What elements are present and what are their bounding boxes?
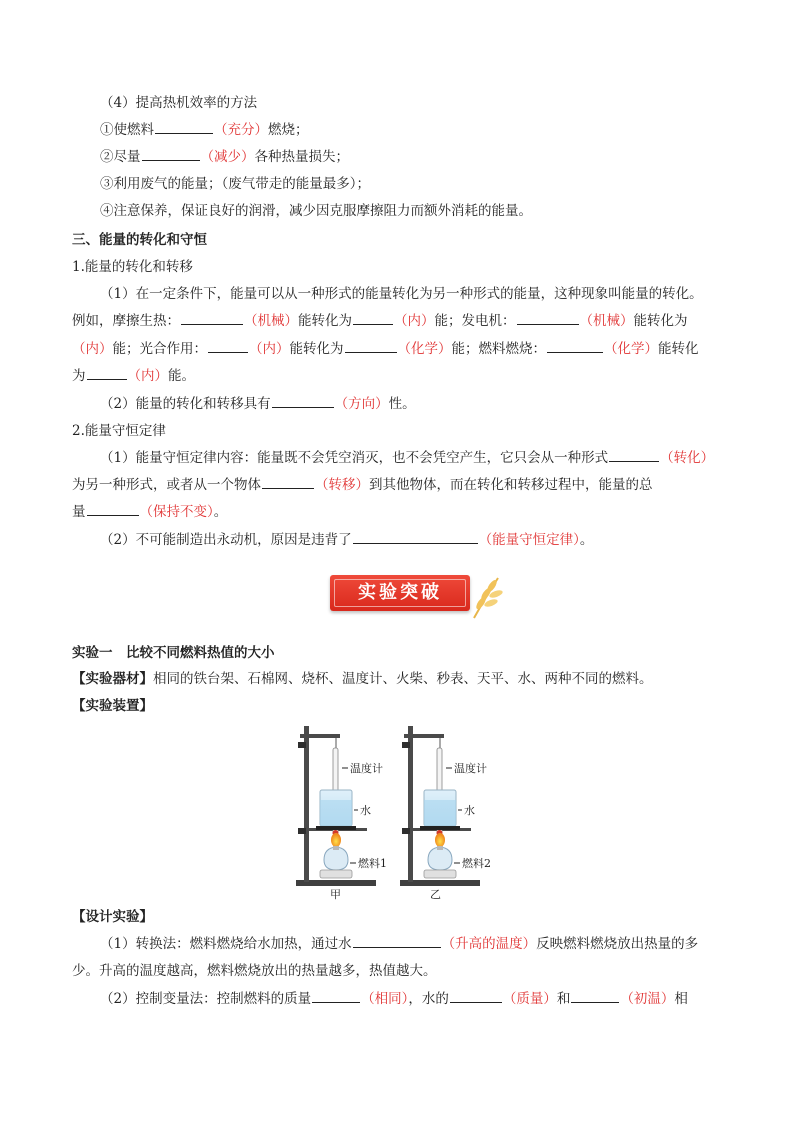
fill-blank	[262, 473, 314, 489]
method-item-2	[100, 144, 760, 171]
apparatus-right	[400, 726, 491, 900]
text: 为	[72, 368, 86, 384]
answer-text: （升高的温度）	[441, 936, 537, 952]
fill-blank	[517, 309, 579, 325]
answer-text: （减少）	[200, 149, 255, 165]
text: 能转化	[658, 341, 699, 357]
text: 能；光合作用：	[112, 341, 207, 357]
caption-jia: 甲	[330, 888, 341, 900]
answer-text: （机械）	[579, 313, 634, 329]
item-text: 燃烧；	[268, 122, 309, 138]
banner-title: 实验突破	[334, 579, 466, 607]
answer-text: （保持不变）	[139, 504, 214, 520]
text: （1）能量守恒定律内容：能量既不会凭空消灭，也不会凭空产生，它只会从一种形式	[100, 450, 609, 466]
fill-blank	[609, 446, 659, 462]
text: 和	[556, 991, 571, 1007]
fuel-label: 燃料1	[358, 857, 387, 870]
subsection-1-title: 1.能量的转化和转移	[72, 259, 193, 275]
text: 例如，摩擦生热：	[72, 313, 180, 329]
text: 。	[213, 504, 228, 520]
paragraph-transformation: （1）在一定条件下，能量可以从一种形式的能量转化为另一种形式的能量，这种现象叫能量的转化。	[100, 286, 703, 302]
answer-text: （内）	[72, 341, 113, 357]
item-text: ②尽量	[100, 149, 141, 165]
fill-blank	[353, 309, 393, 325]
text: 性。	[388, 396, 416, 412]
experiment-title: 实验一 比较不同燃料热值的大小	[72, 645, 275, 661]
caption-yi: 乙	[430, 888, 441, 900]
apparatus-figure	[290, 720, 520, 900]
efficiency-heading: （4）提高热机效率的方法	[100, 95, 258, 111]
method-item-1	[100, 117, 760, 144]
design-label: 【设计实验】	[72, 909, 153, 925]
equipment-line	[72, 666, 732, 693]
answer-text: （能量守恒定律）	[478, 532, 580, 548]
fill-blank	[208, 337, 248, 353]
text: 量	[72, 504, 86, 520]
fill-blank	[312, 987, 360, 1003]
answer-text: （初温）	[620, 991, 675, 1007]
text: 能转化为	[298, 313, 352, 329]
text: 到其他物体，而在转化和转移过程中，能量的总	[369, 477, 653, 493]
setup-label: 【实验装置】	[72, 698, 153, 714]
text: 反映燃料燃烧放出热量的多	[536, 936, 699, 952]
answer-text: （方向）	[334, 396, 389, 412]
fill-blank	[155, 118, 213, 134]
conservation-line-2	[72, 472, 732, 499]
answer-text: （内）	[127, 368, 168, 384]
design-line-2: 少。升高的温度越高，燃料燃烧放出的热量越多，热值越大。	[72, 963, 437, 979]
text: 能；发电机：	[434, 313, 516, 329]
experiment-banner	[330, 575, 470, 611]
fill-blank	[272, 392, 334, 408]
fuel-label: 燃料2	[462, 857, 491, 870]
item-text: ①使燃料	[100, 122, 154, 138]
conservation-line-3	[72, 499, 732, 526]
answer-text: （相同）	[361, 991, 409, 1007]
water-label: 水	[464, 804, 475, 817]
example-line-2	[72, 336, 732, 363]
text: （1）转换法：燃料燃烧给水加热，通过水	[100, 936, 352, 952]
design-line-3	[100, 986, 760, 1013]
method-item-3: ③利用废气的能量；（废气带走的能量最多）；	[100, 176, 370, 192]
fill-blank	[142, 145, 200, 161]
answer-text: （机械）	[244, 313, 298, 329]
text: （2）控制变量法：控制燃料的质量	[100, 991, 312, 1007]
fill-blank	[353, 932, 441, 948]
answer-text: （转移）	[315, 477, 369, 493]
text: 。	[579, 532, 594, 548]
fill-blank	[181, 309, 243, 325]
section-3-title: 三、能量的转化和守恒	[72, 232, 207, 248]
thermometer-label: 温度计	[350, 762, 383, 775]
fill-blank	[87, 364, 127, 380]
design-line-1	[100, 931, 760, 958]
fill-blank	[345, 337, 397, 353]
water-label: 水	[360, 804, 371, 817]
example-line-3	[72, 363, 732, 390]
fill-blank	[353, 528, 478, 544]
answer-text: （化学）	[397, 341, 452, 357]
fill-blank	[547, 337, 603, 353]
text: 能转化为	[289, 341, 344, 357]
text: 相	[674, 991, 688, 1007]
conservation-line-1	[100, 445, 760, 472]
wheat-ornament-icon	[468, 572, 504, 620]
text: 为另一种形式，或者从一个物体	[72, 477, 261, 493]
answer-text: （质量）	[502, 991, 557, 1007]
answer-text: （转化）	[660, 450, 715, 466]
answer-text: （内）	[394, 313, 435, 329]
answer-text: （化学）	[604, 341, 658, 357]
text: （2）不可能制造出永动机，原因是违背了	[100, 532, 352, 548]
method-item-4: ④注意保养，保证良好的润滑，减少因克服摩擦阻力而额外消耗的能量。	[100, 203, 532, 219]
item-text: 各种热量损失；	[254, 149, 349, 165]
perpetual-motion-line	[100, 527, 760, 554]
apparatus-left	[296, 726, 387, 900]
text: ，水的	[408, 991, 449, 1007]
equipment-label: 【实验器材】	[72, 671, 153, 687]
fill-blank	[571, 987, 619, 1003]
text: 能转化为	[633, 313, 688, 329]
text: （2）能量的转化和转移具有	[100, 396, 271, 412]
text: 能；燃料燃烧：	[451, 341, 546, 357]
subsection-2-title: 2.能量守恒定律	[72, 423, 166, 439]
example-line-1	[72, 308, 732, 335]
equipment-text: 相同的铁台架、石棉网、烧杯、温度计、火柴、秒表、天平、水、两种不同的燃料。	[153, 671, 653, 687]
paragraph-direction	[100, 391, 760, 418]
text: 能。	[168, 368, 195, 384]
answer-text: （内）	[249, 341, 290, 357]
thermometer-label: 温度计	[454, 762, 487, 775]
fill-blank	[87, 500, 139, 516]
fill-blank	[450, 987, 502, 1003]
answer-text: （充分）	[214, 122, 268, 138]
